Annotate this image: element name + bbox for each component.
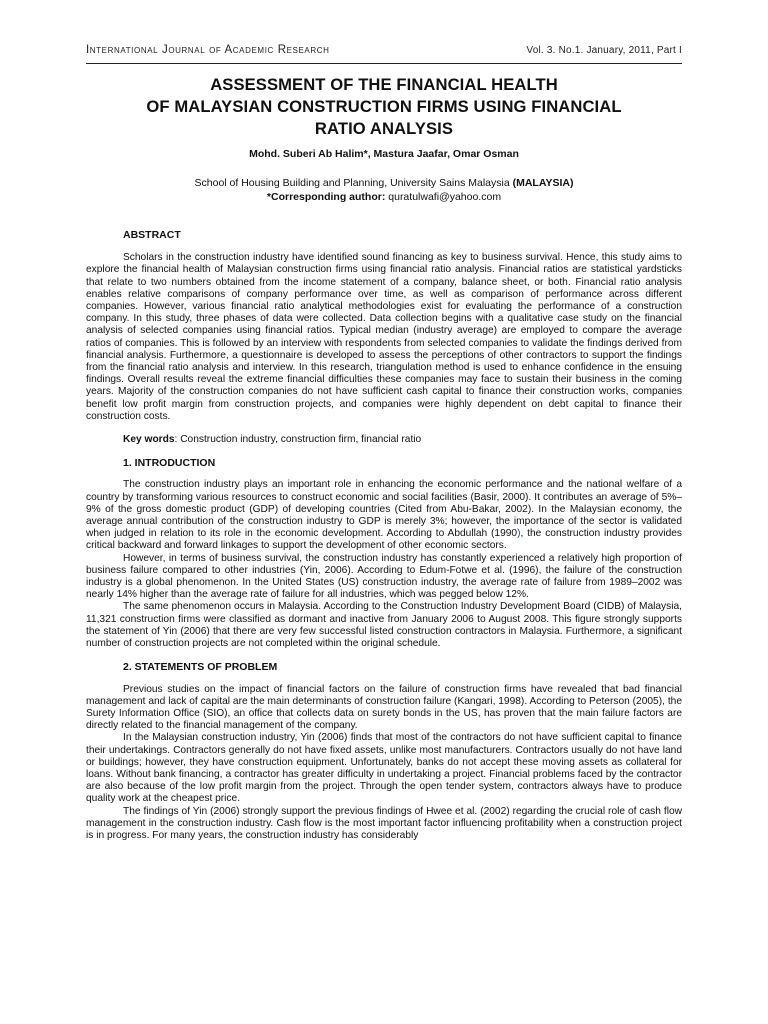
keywords-label: Key words [123,434,175,446]
title-line-2: OF MALAYSIAN CONSTRUCTION FIRMS USING FINANCIAL [146,97,622,116]
problem-paragraph-3: The findings of Yin (2006) strongly support the previous findings of Hwee et al. (2002) regarding the crucial role of cash flow management in the construction industry. Cash flow is the most important factor influencing profitability when a construction project is in progress. For many years, the construction industry has considerably [86,805,682,841]
running-header [86,44,682,56]
journal-name: International Journal of Academic Research [86,44,330,56]
problem-paragraph-2: In the Malaysian construction industry, Yin (2006) finds that most of the contractors do not have sufficient capital to finance their undertakings. Contractors generally do not have fixed assets, unlike most manufacturers. Contractors usually do not have land or buildings; however, they have construction equipment. Unfortunately, banks do not accept these moving assets as collateral for loans. Without bank financing, a contractor has greater difficulty in undertaking a project. Financial problems faced by the contractor are also because of the low profit margin from the project. Through the open tender system, contractors always have to produce quality work at the cheapest price. [86,732,682,805]
keywords-text: : Construction industry, construction firm, financial ratio [174,434,422,446]
corresponding-label: *Corresponding author: [266,190,386,203]
header-rule [86,63,682,64]
title-line-1: ASSESSMENT OF THE FINANCIAL HEALTH [210,75,558,94]
problem-paragraph-1: Previous studies on the impact of financial factors on the failure of construction firms have revealed that bad financial management and lack of capital are the main determinants of construction failure (Kangari, 1998). According to Peterson (2005), the Surety Information Office (SIO), an office that collects data on surety bonds in the US, has proven that the main failure factors are directly related to the financial management of the company. [86,683,682,732]
intro-paragraph-3: The same phenomenon occurs in Malaysia. According to the Construction Industry Development Board (CIDB) of Malaysia, 11,321 construction firms were classified as dormant and inactive from January 2006 to August 2008. This figure strongly supports the statement of Yin (2006) that there are very few successful listed construction contractors in Malaysia. Furthermore, a significant number of construction projects are not completed within the original schedule. [86,601,682,650]
introduction-heading: 1. INTRODUCTION [123,457,216,470]
intro-p1-part-c: , the construction industry provides critical backward and forward linkages to support the development of other economic sectors. [86,528,682,552]
corresponding-email: quratulwafi@yahoo.com [385,190,502,203]
intro-p1-paren: ) [517,528,521,540]
keywords [123,434,682,446]
affiliation-line [86,177,682,191]
abstract-text: Scholars in the construction industry have identified sound financing as key to business survival. Hence, this study aims to explore the financial health of Malaysian construction firms using financial ratio analysis. Financial ratios are statistical yardsticks that relate to two numbers obtained from the income statement of a company, balance sheet, or both. Financial ratio analysis enables relative comparisons of company performance over time, as well as comparison of performance across different companies. However, various financial ratio analytical methodologies exist for evaluating the performance of a construction company. In this study, three phases of data were collected. Data collection begins with a qualitative case study on the financial analysis of selected companies using financial ratios. Typical median (industry average) are employed to compare the average ratios of companies. This is followed by an interview with respondents from selected companies to validate the findings derived from financial analysis. Furthermore, a questionnaire is developed to assess the perceptions of other contractors to support the findings from the financial ratio analysis and interview. In this research, triangulation method is used to enhance confidence in the ensuing findings. Overall results reveal the extreme financial difficulties these companies may face to sustain their business in the coming years. Majority of the construction companies do not have sufficient cash capital to finance their construction works, companies benefit low profit margin from construction projects, and companies were highly dependent on debt capital to finance their construction costs. [86,252,682,422]
intro-paragraph-2: However, in terms of business survival, the construction industry has constantly experienced a relatively high proportion of business failure compared to other industries (Yin, 2006). According to Edum-Fotwe et al. (1996), the failure of the construction industry is a global phenomenon. In the United States (US) construction industry, the average rate of failure from 1989–2002 was nearly 14% higher than the average rate of failure for all industries, which was pegged below 12%. [86,552,682,601]
author-list: Mohd. Suberi Ab Halim*, Mastura Jaafar, Omar Osman [249,148,519,160]
paper-title [86,74,682,140]
title-line-3: RATIO ANALYSIS [314,119,454,138]
intro-p1-part-a: The construction industry plays an important role in enhancing the economic performance and the national welfare of a country by transforming various resources to construct economic and social facilities (Basir, 2000). It contributes an average of 5%–9% of the gross domestic product (GDP) of developing countries (Cited from Abu-Bakar, 2002). In the Malaysian economy, the average annual contribution of the construction industry to GDP is merely 3%; however, the importance of the sector is validated when judged in relation to its role in the economic development. According to Abdullah (1990 [86,479,682,540]
issue-info: Vol. 3. No.1. January, 2011, Part I [526,45,682,56]
abstract-heading: ABSTRACT [123,229,181,241]
corresponding-line [86,191,682,205]
affiliation-school: School of Housing Building and Planning, University Sains Malaysia [194,177,513,189]
paper-body [86,229,682,842]
section-gap [86,650,682,661]
affiliation-block [86,177,682,204]
affiliation-country: (MALAYSIA) [512,177,574,189]
intro-paragraph-1 [86,479,682,552]
problem-heading: 2. STATEMENTS OF PROBLEM [123,661,278,674]
